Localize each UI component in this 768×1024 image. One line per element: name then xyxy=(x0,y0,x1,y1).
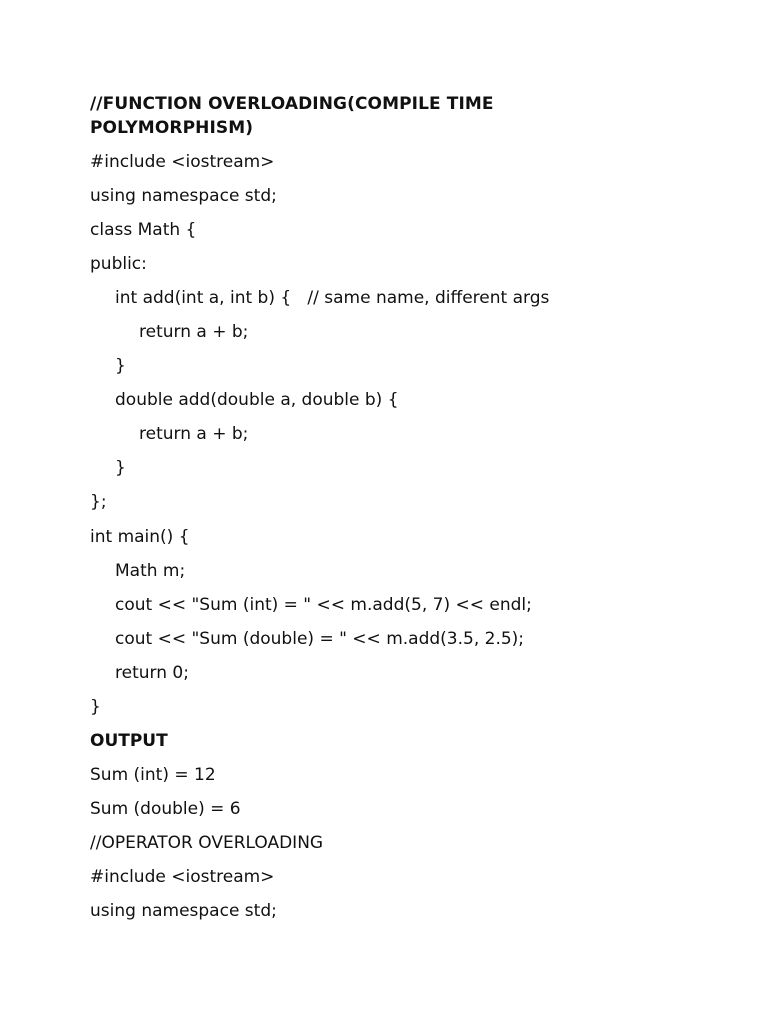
code-line: #include <iostream> xyxy=(90,152,275,172)
code-line: } xyxy=(90,697,101,717)
code-line: return a + b; xyxy=(139,322,249,342)
code-line: } xyxy=(115,458,126,478)
code-line: #include <iostream> xyxy=(90,867,275,887)
code-line: using namespace std; xyxy=(90,186,277,206)
code-line: return a + b; xyxy=(139,424,249,444)
output-line: Sum (double) = 6 xyxy=(90,799,241,819)
code-line: using namespace std; xyxy=(90,901,277,921)
code-line: int add(int a, int b) { // same name, different args xyxy=(115,288,550,308)
code-line: cout << "Sum (double) = " << m.add(3.5, 2.5); xyxy=(115,629,525,649)
code-line: cout << "Sum (int) = " << m.add(5, 7) << endl; xyxy=(115,595,532,615)
code-line: class Math { xyxy=(90,220,197,240)
section-heading: //FUNCTION OVERLOADING(COMPILE TIME POLYMORPHISM) xyxy=(90,94,494,138)
section-comment: //OPERATOR OVERLOADING xyxy=(90,833,324,853)
code-line: public: xyxy=(90,254,147,274)
code-line: Math m; xyxy=(115,561,186,581)
code-line: }; xyxy=(90,492,107,512)
code-line: double add(double a, double b) { xyxy=(115,390,399,410)
output-line: Sum (int) = 12 xyxy=(90,765,216,785)
output-heading: OUTPUT xyxy=(90,731,168,751)
code-line: return 0; xyxy=(115,663,189,683)
code-line: } xyxy=(115,356,126,376)
code-line: int main() { xyxy=(90,527,190,547)
